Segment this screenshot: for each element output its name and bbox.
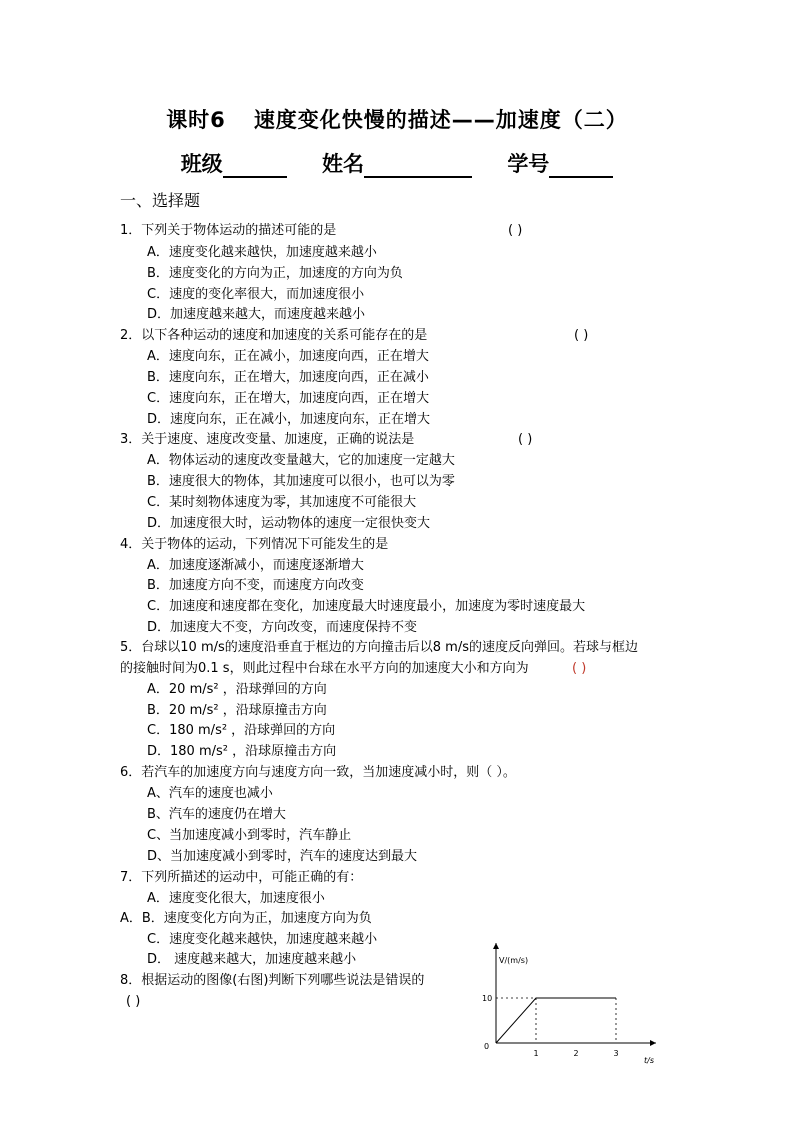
name-blank[interactable] xyxy=(364,154,472,178)
answer-paren-2[interactable]: ( ) xyxy=(574,328,589,343)
option-6b: B、汽车的速度仍在增大 xyxy=(147,807,286,822)
option-2c: C．速度向东，正在增大，加速度向西，正在增大 xyxy=(147,391,430,406)
option-5a: A．20 m/s² ，沿球弹回的方向 xyxy=(147,682,327,697)
option-5b: B．20 m/s² ，沿球原撞击方向 xyxy=(147,703,327,718)
option-4b: B．加速度方向不变，而速度方向改变 xyxy=(147,578,364,593)
lesson-number: 课时6 xyxy=(166,108,226,132)
option-7c: C．速度变化越来越快，加速度越来越小 xyxy=(147,932,378,947)
question-5: 5．台球以10 m/s的速度沿垂直于框边的方向撞击后以8 m/s的速度反向弹回。若球与框边 xyxy=(120,640,638,655)
section-heading: 一、选择题 xyxy=(120,191,201,210)
id-label: 学号 xyxy=(507,152,550,176)
velocity-line xyxy=(496,998,616,1043)
y-axis-label: V/(m/s) xyxy=(499,956,529,965)
question-4: 4．关于物体的运动，下列情况下可能发生的是 xyxy=(120,537,389,552)
name-label: 姓名 xyxy=(322,152,364,176)
student-info-row xyxy=(0,148,794,178)
class-blank[interactable] xyxy=(223,154,287,178)
question-6: 6．若汽车的加速度方向与速度方向一致，当加速度减小时，则（ ）。 xyxy=(120,765,516,780)
velocity-time-graph xyxy=(474,935,674,1065)
option-7b: A．B．速度变化方向为正，加速度方向为负 xyxy=(120,911,372,926)
option-6c: C、当加速度减小到零时，汽车静止 xyxy=(147,828,352,843)
option-7d: D． 速度越来越大，加速度越来越小 xyxy=(147,952,357,967)
question-5-continued: 的接触时间为0.1 s，则此过程中台球在水平方向的加速度大小和方向为 xyxy=(120,661,529,676)
question-8: 8．根据运动的图像(右图)判断下列哪些说法是错误的 xyxy=(120,973,425,988)
option-2d: D．速度向东，正在减小，加速度向东，正在增大 xyxy=(147,412,431,427)
option-7a: A．速度变化很大，加速度很小 xyxy=(147,891,325,906)
option-1c: C．速度的变化率很大，而加速度很小 xyxy=(147,287,365,302)
name-field[interactable] xyxy=(322,148,472,178)
option-2a: A．速度向东，正在减小，加速度向西，正在增大 xyxy=(147,349,429,364)
option-1d: D．加速度越来越大，而速度越来越小 xyxy=(147,307,366,322)
answer-paren-8[interactable]: ( ) xyxy=(126,994,141,1009)
option-1b: B．速度变化的方向为正，加速度的方向为负 xyxy=(147,266,403,281)
option-5d: D．180 m/s² ，沿球原撞击方向 xyxy=(147,744,337,759)
question-2: 2．以下各种运动的速度和加速度的关系可能存在的是 xyxy=(120,328,428,343)
option-3b: B．速度很大的物体，其加速度可以很小，也可以为零 xyxy=(147,474,455,489)
x-axis-arrow xyxy=(650,1040,656,1046)
question-3: 3．关于速度、速度改变量、加速度，正确的说法是 xyxy=(120,432,415,447)
answer-paren-5[interactable]: ( ) xyxy=(572,661,587,676)
x-tick-label: 3 xyxy=(613,1049,619,1058)
page-title xyxy=(0,104,794,134)
option-3a: A．物体运动的速度改变量越大，它的加速度一定越大 xyxy=(147,453,455,468)
option-4d: D．加速度大不变，方向改变，而速度保持不变 xyxy=(147,620,418,635)
x-tick-label: 2 xyxy=(573,1049,579,1058)
option-5c: C．180 m/s² ，沿球弹回的方向 xyxy=(147,723,336,738)
option-1a: A．速度变化越来越快，加速度越来越小 xyxy=(147,245,377,260)
option-4c: C．加速度和速度都在变化，加速度最大时速度最小，加速度为零时速度最大 xyxy=(147,599,586,614)
option-3d: D．加速度很大时，运动物体的速度一定很快变大 xyxy=(147,516,431,531)
option-6d: D、当加速度减小到零时，汽车的速度达到最大 xyxy=(147,849,418,864)
origin-label: 0 xyxy=(484,1042,490,1051)
class-field[interactable] xyxy=(181,148,287,178)
id-field[interactable] xyxy=(507,148,613,178)
x-axis-label: t/s xyxy=(644,1056,654,1065)
option-3c: C．某时刻物体速度为零，其加速度不可能很大 xyxy=(147,495,417,510)
answer-paren-3[interactable]: ( ) xyxy=(518,432,533,447)
question-7: 7．下列所描述的运动中，可能正确的有： xyxy=(120,870,363,885)
option-4a: A．加速度逐渐减小，而速度逐渐增大 xyxy=(147,558,364,573)
option-6a: A、汽车的速度也减小 xyxy=(147,786,273,801)
option-2b: B．速度向东，正在增大，加速度向西，正在减小 xyxy=(147,370,429,385)
x-tick-label: 1 xyxy=(533,1049,539,1058)
lesson-topic: 速度变化快慢的描述——加速度（二） xyxy=(253,108,628,132)
question-1: 1．下列关于物体运动的描述可能的是 xyxy=(120,223,337,238)
class-label: 班级 xyxy=(180,152,223,176)
y-axis-arrow xyxy=(493,943,499,949)
y-tick-label: 10 xyxy=(482,994,493,1003)
answer-paren-1[interactable]: ( ) xyxy=(508,223,523,238)
id-blank[interactable] xyxy=(549,154,613,178)
